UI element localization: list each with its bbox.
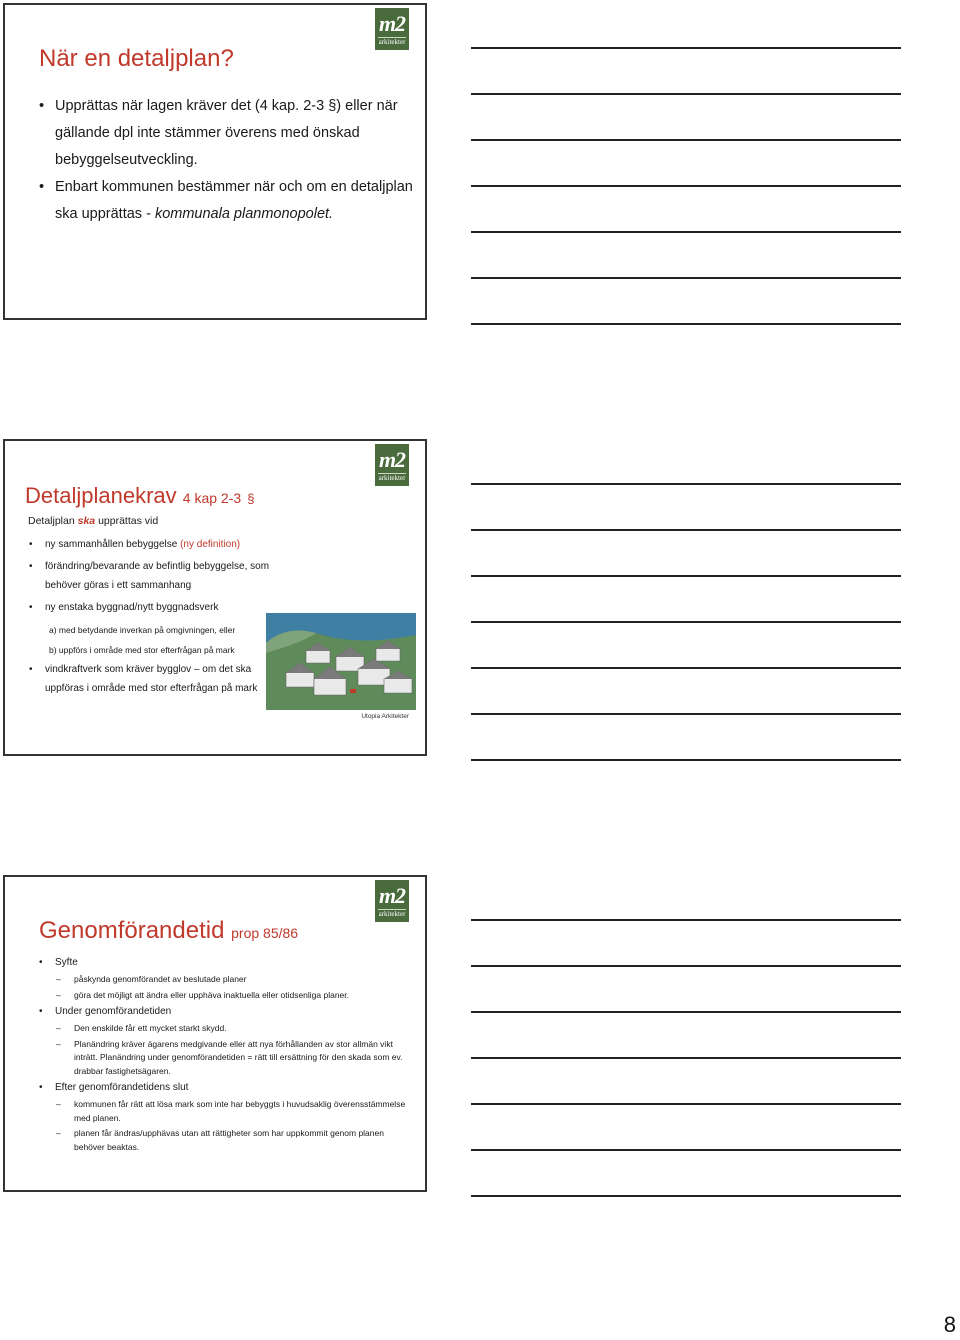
slide-title: Detaljplanekrav 4 kap 2-3 § [25, 483, 255, 508]
list-item: • ny sammanhållen bebyggelse (ny definition) [45, 535, 275, 554]
village-photo-image [266, 613, 416, 710]
list-item: • ny enstaka byggnad/nytt byggnadsverk [45, 598, 275, 617]
slide-2 [3, 439, 427, 756]
list-item: – påskynda genomförandet av beslutade planer [74, 973, 415, 987]
list-item: • Under genomförandetiden [55, 1004, 415, 1020]
list-item: • förändring/bevarande av befintlig bebyggelse, som behöver göras i ett sammanhang [45, 557, 275, 595]
list-item: a) med betydande inverkan på omgivningen, eller [49, 625, 236, 635]
page-number: 8 [943, 1312, 956, 1337]
m2-arkitekter-logo: m2 arkitekter [375, 880, 409, 922]
intro-text: Detaljplan ska upprättas vid [28, 515, 159, 527]
m2-arkitekter-logo: m2 arkitekter [375, 444, 409, 486]
m2-arkitekter-logo: m2 arkitekter [375, 8, 409, 50]
list-item: • vindkraftverk som kräver bygglov – om det ska uppföras i område med stor efterfrågan på mark [45, 660, 275, 698]
slide-title: När en detaljplan? [39, 45, 234, 72]
list-item: • Efter genomförandetidens slut [55, 1080, 415, 1096]
slide-1 [3, 3, 427, 320]
notes-lines [471, 919, 901, 1241]
list-item: – Planändring kräver ägarens medgivande eller att nya förhållanden av stor allmän vikt inträtt. Planändring under genomförandetiden = rätt till ersättning för den skada som ev. drabbar fastighetsägaren. [74, 1038, 415, 1079]
list-item: • Upprättas när lagen kräver det (4 kap. 2-3 §) eller när gällande dpl inte stämmer överens med önskad bebyggelseutveckling. [55, 93, 415, 174]
list-item: b) uppförs i område med stor efterfrågan på mark [49, 645, 235, 655]
slide-title: Genomförandetid prop 85/86 [39, 917, 299, 944]
bullet-list [55, 93, 415, 228]
list-item: – planen får ändras/upphävas utan att rättigheter som har uppkommit genom planen behöver beaktas. [74, 1127, 415, 1154]
list-item: – göra det möjligt att ändra eller upphäva inaktuella eller otidsenliga planer. [74, 989, 415, 1003]
list-item: • Syfte [55, 955, 415, 971]
notes-lines [471, 483, 901, 805]
photo-credit: Utopia Arkitekter [361, 713, 409, 720]
list-item: – Den enskilde får ett mycket starkt skydd. [74, 1022, 415, 1036]
bullet-list [45, 535, 275, 701]
bullet-list [55, 953, 415, 1155]
village-photo [266, 613, 416, 710]
slide-3 [3, 875, 427, 1192]
list-item: – kommunen får rätt att lösa mark som inte har bebyggts i huvudsaklig överensstämmelse med planen. [74, 1098, 415, 1125]
notes-lines [471, 47, 901, 369]
list-item: • Enbart kommunen bestämmer när och om en detaljplan ska upprättas - kommunala planmonopolet. [55, 174, 415, 228]
